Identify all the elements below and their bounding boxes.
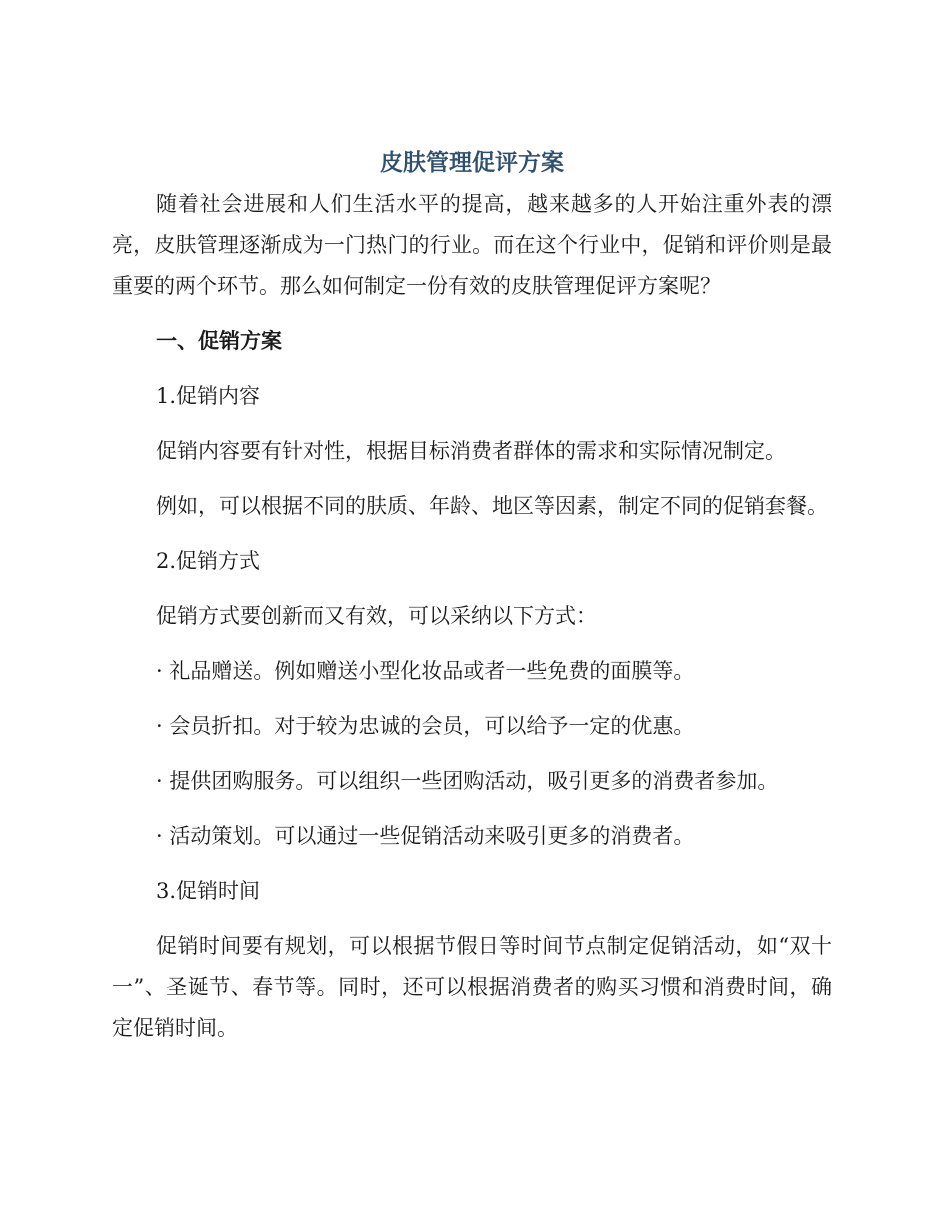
list-item: · 提供团购服务。可以组织一些团购活动，吸引更多的消费者参加。 (156, 769, 779, 793)
content-paragraph-1: 促销内容要有针对性，根据目标消费者群体的需求和实际情况制定。 (156, 439, 786, 463)
subsection-title-time: 3.促销时间 (156, 879, 261, 903)
document-page (112, 146, 832, 1049)
time-paragraph: 促销时间要有规划，可以根据节假日等时间节点制定促销活动，如“双十一”、圣诞节、春节等。同时，还可以根据消费者的购买习惯和消费时间，确定促销时间。 (112, 934, 832, 1040)
list-item: · 礼品赠送。例如赠送小型化妆品或者一些免费的面膜等。 (156, 659, 695, 683)
section-heading-promotion: 一、促销方案 (156, 329, 282, 353)
method-paragraph: 促销方式要创新而又有效，可以采纳以下方式： (156, 604, 597, 628)
content-paragraph-2: 例如，可以根据不同的肤质、年龄、地区等因素，制定不同的促销套餐。 (156, 494, 828, 518)
intro-paragraph: 随着社会进展和人们生活水平的提高，越来越多的人开始注重外表的漂亮，皮肤管理逐渐成为一门热门的行业。而在这个行业中，促销和评价则是最重要的两个环节。那么如何制定一份有效的皮肤管理促评方案呢？ (112, 192, 832, 298)
subsection-title-content: 1.促销内容 (156, 384, 261, 408)
document-title: 皮肤管理促评方案 (380, 150, 564, 176)
list-item: · 活动策划。可以通过一些促销活动来吸引更多的消费者。 (156, 824, 695, 848)
list-item: · 会员折扣。对于较为忠诚的会员，可以给予一定的优惠。 (156, 714, 695, 738)
subsection-title-method: 2.促销方式 (156, 549, 261, 573)
